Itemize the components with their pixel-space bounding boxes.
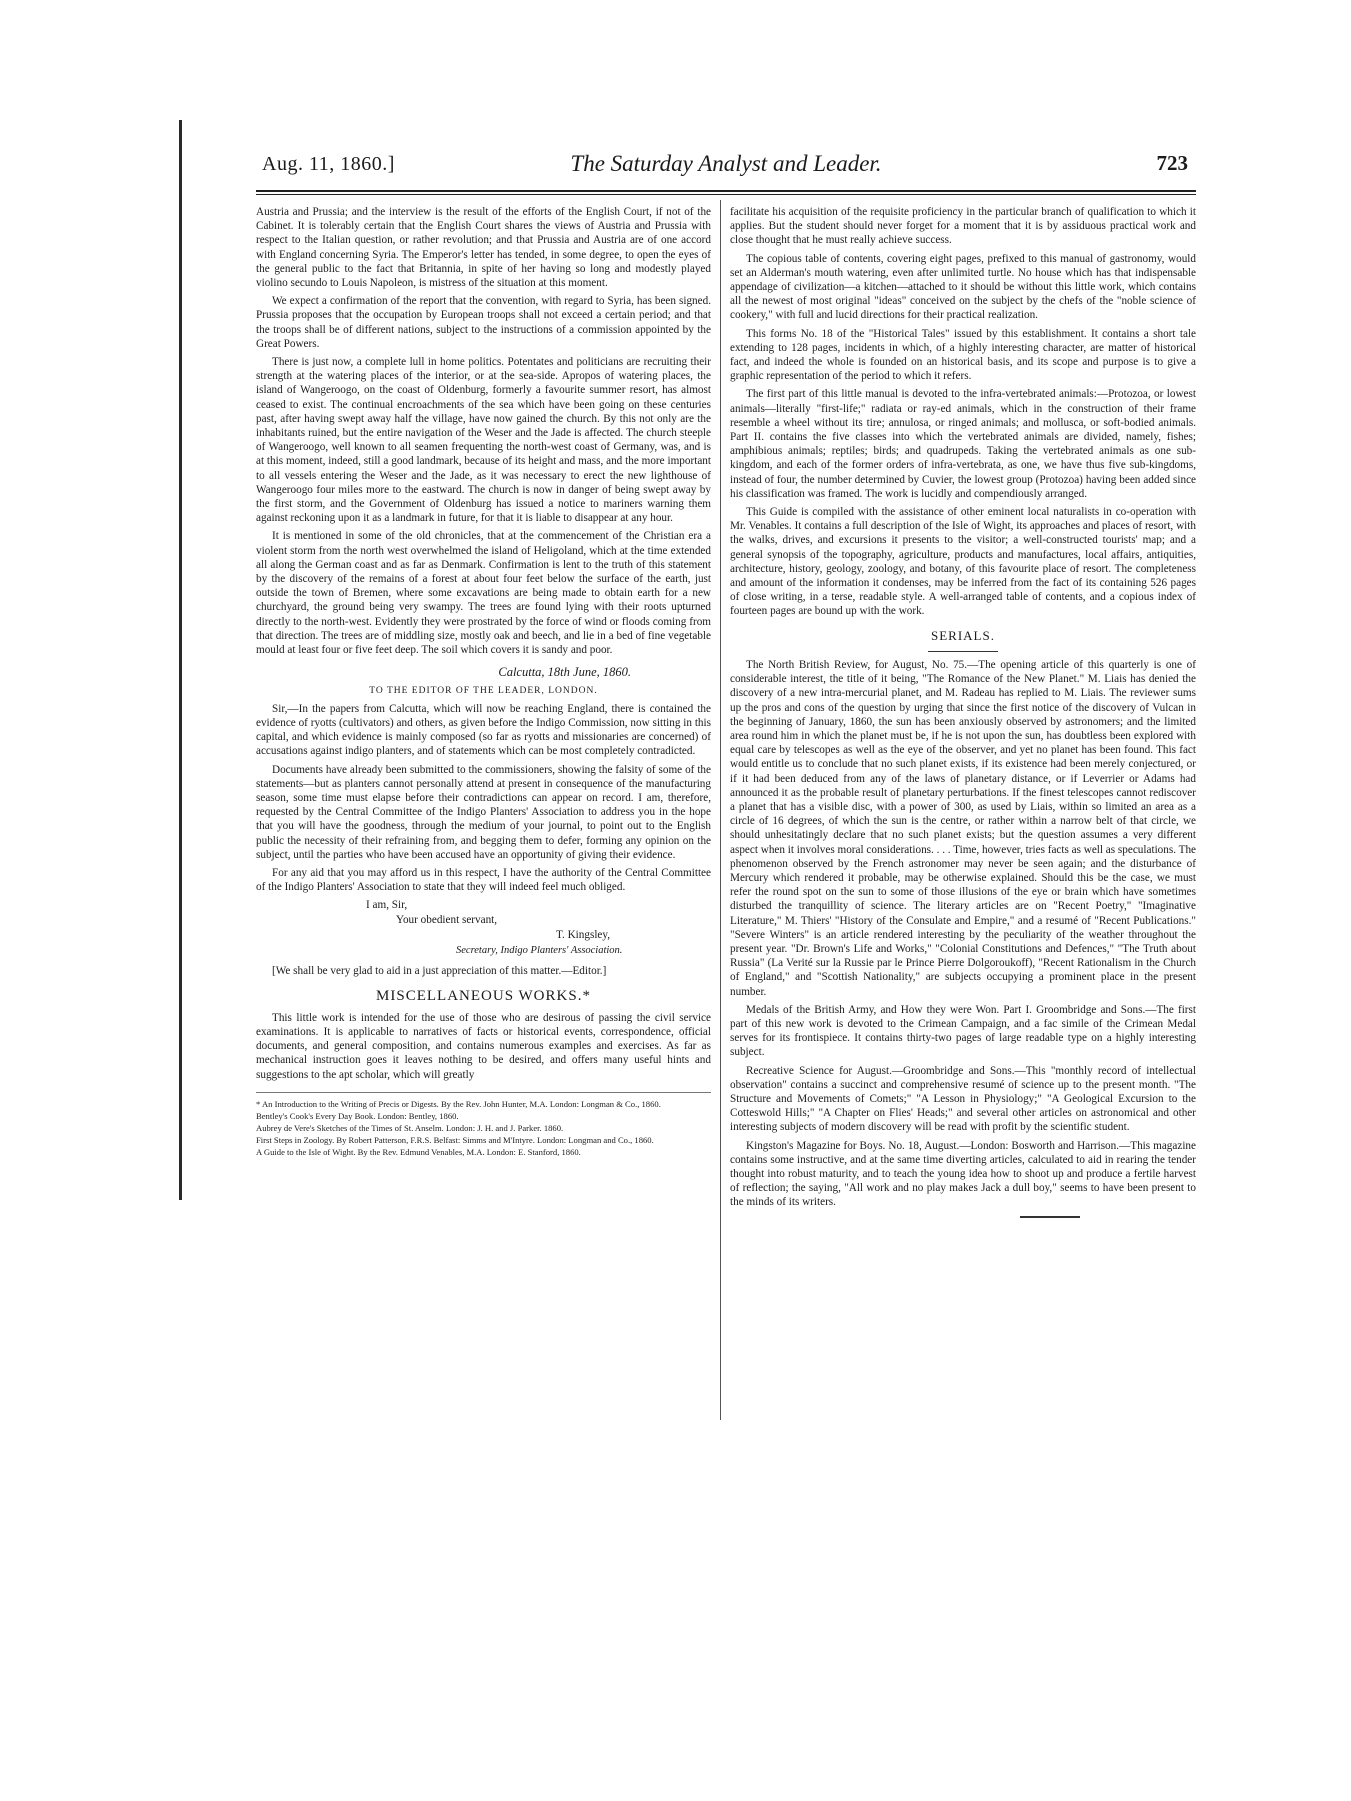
letter-paragraph: For any aid that you may afford us in this respect, I have the authority of the Central Committee of the Indigo Planters' Association to state that they will indeed feel much obliged. [256, 866, 711, 894]
letter-closing: I am, Sir, [366, 899, 408, 912]
letter-paragraph: Sir,—In the papers from Calcutta, which will now be reaching England, there is contained the evidence of ryotts (cultivators) and others, as given before the Indigo Commission, now sitting in this capital, and which evidence is mainly composed (so far as ryotts and missionaries are concerned) of accusations against indigo planters, and of statements which can be most completely contradicted. [256, 702, 711, 758]
left-column [256, 205, 711, 1159]
footnotes [256, 1092, 711, 1158]
letter-dateline: Calcutta, 18th June, 1860. [498, 665, 631, 680]
letter-signatory: T. Kingsley, [556, 929, 611, 942]
article-paragraph: There is just now, a complete lull in home politics. Potentates and politicians are recruiting their strength at the watering places of the interior, or at the sea-side. Apropos of watering places, the island of Wangeroogo, on the coast of Oldenburg, formerly a favourite summer resort, has almost ceased to exist. The continual encroachments of the sea which have been going on these centuries past, after having swept away half the village, have now gained the church. By this not only are the inhabitants ruined, but the entire navigation of the Weser and the Jade is affected. The church steeple of Wangeroogo, well known to all seamen frequenting the north-west coast of Germany, was, and is at this moment, indeed, still a good landmark, because of its height and mass, and the more important to all vessels entering the Weser and the Jade, as it was necessary to erect the new lighthouse of Wangeroogo four miles more to the eastward. The church is now in danger of being swept away by the first storm, and the Government of Oldenburg has issued a notice to mariners warning them against reckoning upon it as a landmark in future, for that it is liable to disappear at any hour. [256, 356, 711, 525]
end-rule [1020, 1216, 1080, 1218]
footnote: Bentley's Cook's Every Day Book. London: Bentley, 1860. [256, 1110, 459, 1121]
article-paragraph: The first part of this little manual is devoted to the infra-vertebrated animals:—Protozoa, or lowest animals—literally "first-life;" radiata or ray-ed animals, which in the construction of their frame resemble a wheel without its tire; annulosa, or ringed animals; and mollusca, or soft-bodied animals. Part II. contains the five classes into which the vertebrated animals are divided, namely, fishes; amphibious animals; reptiles; birds; and quadrupeds. Taking the vertebrated animals as one sub-kingdom, and each of the former orders of infra-vertebrata, as one, we have thus five sub-kingdoms, instead of four, the number determined by Cuvier, the lowest group (Protozoa) having been added since his classification was framed. The work is lucidly and compendiously arranged. [730, 388, 1196, 500]
letter-signatory-title: Secretary, Indigo Planters' Association. [456, 945, 623, 957]
letter-paragraph: Documents have already been submitted to the commissioners, showing the falsity of some of the statements—but as planters cannot personally attend at present in consequence of the manufacturing season, some time must elapse before their contradictions can appear on record. I am, therefore, requested by the Central Committee of the Indigo Planters' Association to address you in the hope that you will have the goodness, through the medium of your journal, to point out to the English public the necessity of their refraining from, and begging them to defer, forming any opinion on the subject, until the parties who have been accused have an opportunity of giving their evidence. [256, 763, 711, 861]
section-title-serials: SERIALS. [931, 627, 995, 643]
page-number: 723 [1156, 151, 1188, 175]
footnote: * An Introduction to the Writing of Precis or Digests. By the Rev. John Hunter, M.A. London: Longman & Co., 1860. [256, 1098, 661, 1109]
footnote: First Steps in Zoology. By Robert Patterson, F.R.S. Belfast: Simms and M'Intyre. London: Longman and Co., 1860. [256, 1134, 654, 1145]
page-header [256, 143, 1196, 183]
issue-date: Aug. 11, 1860.] [262, 153, 395, 175]
footnote: Aubrey de Vere's Sketches of the Times of St. Anselm. London: J. H. and J. Parker. 1860. [256, 1122, 564, 1133]
article-paragraph: This Guide is compiled with the assistance of other eminent local naturalists in co-operation with Mr. Venables. It contains a full description of the Isle of Wight, its approaches and places of resort, with the walks, drives, and excursions it presents to the visitor; a well-constructed tourists' map; and a general synopsis of the topography, agriculture, products and manufactures, local affairs, antiquities, architecture, history, geology, zoology, and botany, of this favourite place of resort. The completeness and amount of the information it condenses, may be inferred from the fact of its containing 526 pages of close writing, in a terse, readable style. A well-arranged table of contents, and a copious index of fourteen pages are bound up with the work. [730, 506, 1196, 618]
letter-servant-line: Your obedient servant, [396, 914, 498, 927]
right-column [730, 205, 1196, 1218]
misc-paragraph: This little work is intended for the use of those who are desirous of passing the civil service examinations. It is applicable to narratives of facts or historical events, correspondence, official documents, and general composition, and contains numerous examples and exercises. As far as mechanical instruction goes it leaves nothing to be desired, and offers many useful hints and suggestions to the apt scholar, which will greatly [256, 1011, 711, 1081]
article-paragraph: Austria and Prussia; and the interview is the result of the efforts of the English Court, if not of the Cabinet. It is tolerably certain that the English Court shares the views of Austria and Prussia with respect to the Italian question, or rather revolution; and that Prussia and Austria are of one accord with England concerning Syria. The Emperor's letter has tended, in some degree, to open the eyes of the general public to the fact that Britannia, in spite of her having so long and modestly played violino secundo to Louis Napoleon, is mistress of the situation at this moment. [256, 206, 711, 290]
article-paragraph: facilitate his acquisition of the requisite proficiency in the particular branch of qualification to which it applies. But the student should never forget for a moment that it is by assiduous practical work and close thought that he must really achieve success. [730, 206, 1196, 247]
article-paragraph: The copious table of contents, covering eight pages, prefixed to this manual of gastronomy, would set an Alderman's mouth watering, even after unlimited turtle. No house which has that indispensable appendage of civilization—a kitchen—attached to it should be without this little work, which contains all the newest of most original "ideas" conceived on the subject by the chefs of the "noble science of cookery," with full and lucid directions for their practical realization. [730, 252, 1196, 322]
section-rule [928, 651, 998, 652]
editor-note: [We shall be very glad to aid in a just appreciation of this matter.—Editor.] [272, 965, 607, 978]
article-paragraph: This forms No. 18 of the "Historical Tales" issued by this establishment. It contains a short tale extending to 128 pages, incidents in which, of a highly interesting character, are matter of historical fact, and indeed the whole is founded on an historical basis, and its scope and purpose is to give a graphic representation of the period to which it refers. [730, 327, 1196, 383]
serial-paragraph: The North British Review, for August, No. 75.—The opening article of this quarterly is one of considerable interest, the title of it being, "The Romance of the New Planet." M. Liais has denied the discovery of a new intra-mercurial planet, and M. Radeau has replied to M. Liais. The reviewer sums up the pros and cons of the question by urging that since the first notice of the discovery of Vulcan in the beginning of January, 1860, the sun has been anxiously observed by astronomers; and the limited area round him in which the planet must be, if he is not upon the sun, has doubtless been explored with equal care by telescopes as well as the eye of the observer, and yet no planet has been found. This fact would entitle us to conclude that no such planet exists, if its existence had been merely conjectured, or if it had been deduced from any of the laws of planetary distance, or if Leverrier or Adams had announced it as the probable result of planetary perturbations. If the finest telescopes cannot rediscover a planet that has a visible disc, with a power of 300, as used by Liais, within so limited an area as a circle of 16 degrees, of which the sun is the centre, or rather within a narrow belt of that circle, we should unhesitatingly declare that no such planet exists; but the question assumes a very different aspect when it involves moral considerations. . . . Time, however, tries facts as well as speculations. The phenomenon observed by the French astronomer may never be seen again; and the disturbance of Mercury which rendered it probable, may be otherwise explained. Should this be the case, we must refer the round spot on the sun to some of those illusions of the eye or brain which have sometimes disturbed the tranquillity of science. The literary articles are on "Recent Poetry," "Imaginative Literature," M. Thiers' "History of the Consulate and Empire," and a resumé of "Recent Publications." "Severe Winters" is an article rendered interesting by the peculiarity of the weather throughout the present year. "Dr. Brown's Life and Works," "Colonial Constitutions and Defences," "The Truth about Russia" (La Verité sur la Russie par le Prince Pierre Dolgoroukoff), "Recent Rationalism in the Church of England," and "Scottish Nationality," are subjects occupying a prominent place in the present number. [730, 658, 1197, 998]
section-title-miscellaneous: MISCELLANEOUS WORKS.* [376, 987, 591, 1004]
serial-paragraph: Medals of the British Army, and How they were Won. Part I. Groombridge and Sons.—The first part of this new work is devoted to the Crimean Campaign, and a fac simile of the Crimean Medal serves for its frontispiece. It contains thirty-two pages of large readable type on a highly interesting subject. [730, 1003, 1196, 1059]
column-divider [720, 200, 721, 1420]
footnote: A Guide to the Isle of Wight. By the Rev. Edmund Venables, M.A. London: E. Stanford, 1860. [256, 1146, 581, 1157]
header-double-rule [256, 190, 1196, 195]
publication-title: The Saturday Analyst and Leader. [570, 151, 882, 176]
serial-paragraph: Recreative Science for August.—Groombridge and Sons.—This "monthly record of intellectual observation" contains a succinct and comprehensive resumé of science up to the present month. "The Structure and Movements of Comets;" "A Lesson in Physiology;" "A Geological Excursion to the Cotteswold Hills;" "A Chapter on Flies' Heads;" and several other articles on astronomical and other interesting subjects of modern discovery will be read with profit by the scientific student. [730, 1064, 1196, 1134]
article-paragraph: We expect a confirmation of the report that the convention, with regard to Syria, has been signed. Prussia proposes that the occupation by European troops shall not exceed a certain period; and that the troops shall be of different nations, subject to the instructions of a commission appointed by the Great Powers. [256, 295, 711, 350]
serial-paragraph: Kingston's Magazine for Boys. No. 18, August.—London: Bosworth and Harrison.—This magazine contains some instructive, and at the same time diverting articles, calculated to aid in rearing the tender thought into robust maturity, and to teach the young idea how to shoot up and produce a fertile harvest of reflection; the saying, "All work and no play makes Jack a dull boy," seems to have been present to the minds of its writers. [730, 1139, 1196, 1209]
letter-address-line: TO THE EDITOR OF THE LEADER, LONDON. [369, 685, 598, 696]
page-spine-line [179, 120, 182, 1200]
article-paragraph: It is mentioned in some of the old chronicles, that at the commencement of the Christian era a violent storm from the north west overwhelmed the island of Heligoland, which at the time extended all along the German coast and as far as Denmark. Confirmation is lent to the truth of this statement by the discovery of the remains of a forest at about four feet below the surface of the earth, just outside the town of Bremen, where some excavations are being made to obtain earth for a new churchyard, the ground being very swampy. The trees are found lying with their roots upturned directly to the north-west. Evidently they were prostrated by the force of wind or floods coming from that direction. The trees are of middling size, mostly oak and beech, and lie in a bed of fine vegetable mould at least four or five feet deep. The soil which covers it is sandy and poor. [256, 530, 711, 657]
